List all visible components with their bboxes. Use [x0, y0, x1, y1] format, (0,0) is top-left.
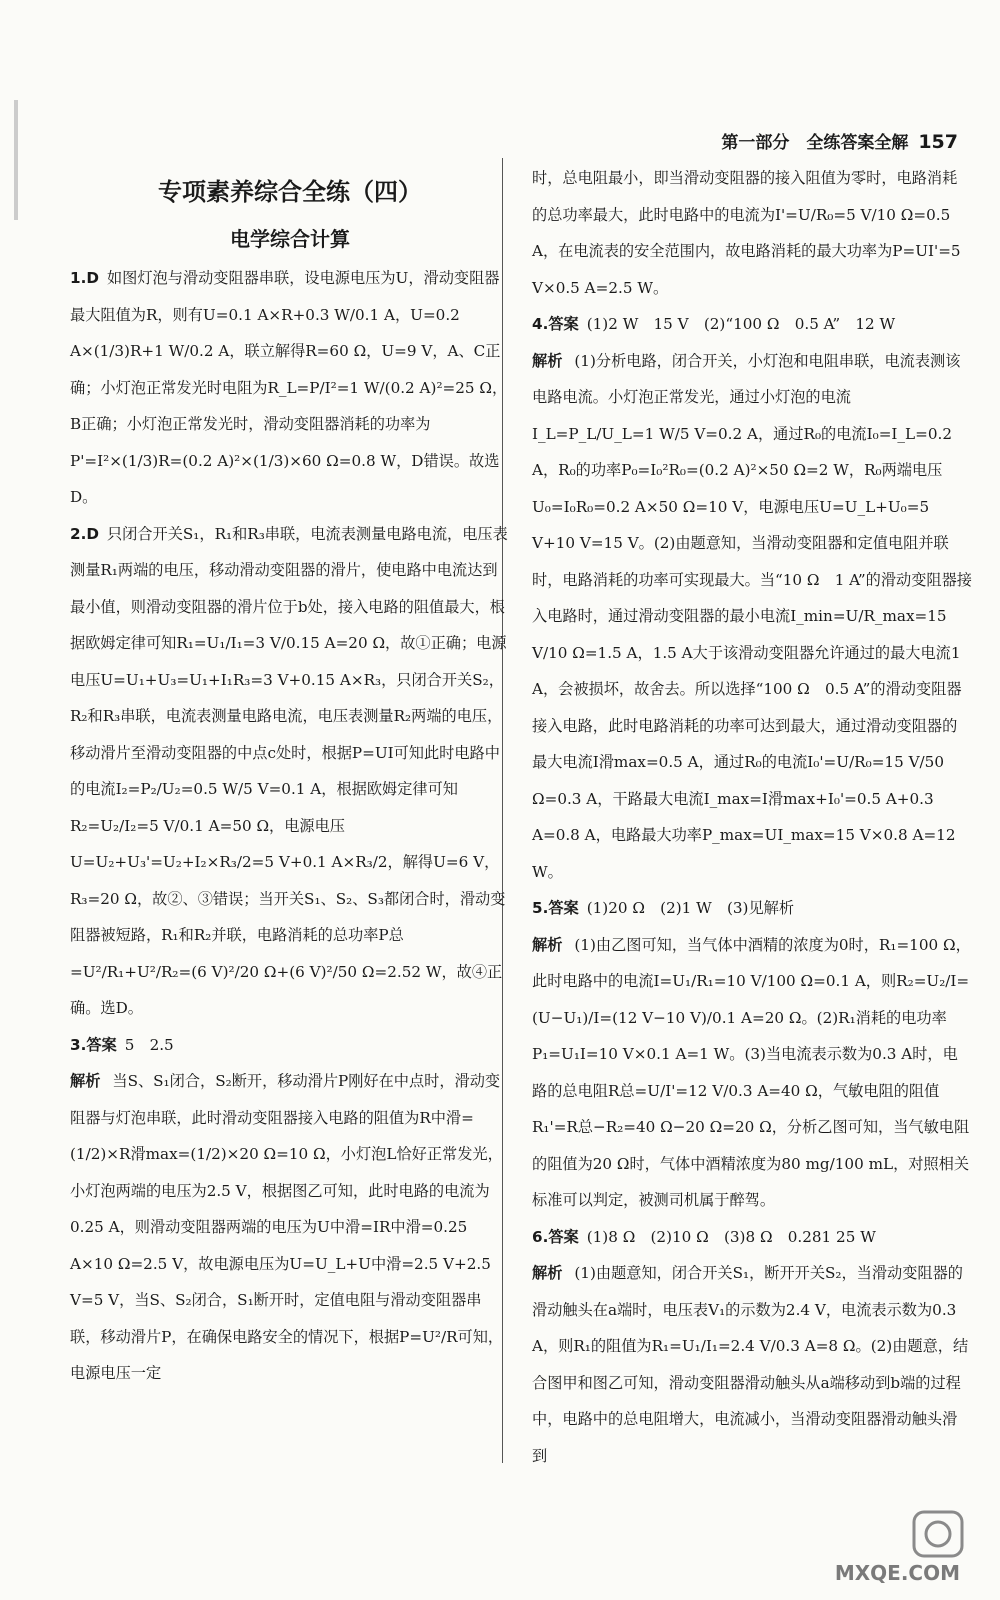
page-title: 专项素养综合全练（四）	[158, 178, 422, 206]
page-edge-mark	[14, 100, 18, 220]
item-text: (1)分析电路，闭合开关，小灯泡和电阻串联，电流表测该电路电流。小灯泡正常发光，通过小灯泡的电流I_L=P_L/U_L=1 W/5 V=0.2 A，通过R₀的电流I₀=I_L=0.2 A，R₀的功率P₀=I₀²R₀=(0.2 A)²×50 Ω=2 W，R₀两端电压U₀=I₀R₀=0.2 A×50 Ω=10 V，电源电压U=U_L+U₀=5 V+10 V=15 V。(2)由题意知，当滑动变阻器和定值电阻并联时，电路消耗的功率可实现最大。当“10 Ω 1 A”的滑动变阻器接入电路时，通过滑动变阻器的最小电流I_min=U/R_max=15 V/10 Ω=1.5 A，1.5 A大于该滑动变阻器允许通过的最大电流1 A，会被损坏，故舍去。所以选择“100 Ω 0.5 A”的滑动变阻器接入电路，此时电路消耗的功率可达到最大，通过滑动变阻器的最大电流I滑max=0.5 A，通过R₀的电流I₀'=U/R₀=15 V/50 Ω=0.3 A，干路最大电流I_max=I滑max+I₀'=0.5 A+0.3 A=0.8 A，电路最大功率P_max=UI_max=15 V×0.8 A=12 W。	[532, 351, 972, 881]
item-text: (1)由题意知，闭合开关S₁，断开开关S₂，当滑动变阻器的滑动触头在a端时，电压表V₁的示数为2.4 V，电流表示数为0.3 A，则R₁的阻值为R₁=U₁/I₁=2.4 V/0.3 A=8 Ω。(2)由题意，结合图甲和图乙可知，滑动变阻器滑动触头从a端移动到b端的过程中，电路中的总电阻增大，电流减小，当滑动变阻器滑动触头滑到	[532, 1264, 969, 1465]
item-text: (1)由乙图可知，当气体中酒精的浓度为0时，R₁=100 Ω，此时电路中的电流I=U₁/R₁=10 V/100 Ω=0.1 A，则R₂=U₂/I=(U−U₁)/I=(12 V−10 V)/0.1 A=20 Ω。(2)R₁消耗的电功率P₁=U₁I=10 V×0.1 A=1 W。(3)当电流表示数为0.3 A时，电路的总电阻R总=U/I'=12 V/0.3 A=40 Ω，气敏电阻的阻值R₁'=R总−R₂=40 Ω−20 Ω=20 Ω，分析乙图可知，当气敏电阻的阻值为20 Ω时，气体中酒精浓度为80 mg/100 mL，对照相关标准可以判定，被测司机属于醉驾。	[532, 935, 971, 1209]
analysis-block	[70, 1063, 510, 1392]
right-column	[532, 160, 972, 1474]
analysis-block	[532, 927, 972, 1219]
item-text: 如图灯泡与滑动变阻器串联，设电源电压为U，滑动变阻器最大阻值为R，则有U=0.1 A×R+0.3 W/0.1 A，U=0.2 A×(1/3)R+1 W/0.2 A，联立解得R=60 Ω，U=9 V，A、C正确；小灯泡正常发光时电阻为R_L=P/I²=1 W/(0.2 A)²=25 Ω，B正确；小灯泡正常发光时，滑动变阻器消耗的功率为P'=I²×(1/3)R=(0.2 A)²×(1/3)×60 Ω=0.8 W，D错误。故选D。	[70, 269, 508, 506]
logo-badge-icon	[914, 1512, 962, 1556]
logo-text: MXQE.COM	[834, 1561, 960, 1585]
item-text: 时，总电阻最小，即当滑动变阻器的接入阻值为零时，电路消耗的总功率最大，此时电路中的电流为I'=U/R₀=5 V/10 Ω=0.5 A，在电流表的安全范围内，故电路消耗的最大功率为P=UI'=5 V×0.5 A=2.5 W。	[532, 169, 961, 297]
item-text: (1)2 W 15 V (2)“100 Ω 0.5 A” 12 W	[586, 315, 896, 333]
item-text: 当S、S₁闭合，S₂断开，移动滑片P刚好在中点时，滑动变阻器与灯泡串联，此时滑动变阻器接入电路的阻值为R中滑=(1/2)×R滑max=(1/2)×20 Ω=10 Ω，小灯泡L恰好正常发光，小灯泡两端的电压为2.5 V，根据图乙可知，此时电路的电流为0.25 A，则滑动变阻器两端的电压为U中滑=IR中滑=0.25 A×10 Ω=2.5 V，故电源电压为U=U_L+U中滑=2.5 V+2.5 V=5 V，当S、S₂闭合，S₁断开时，定值电阻与滑动变阻器串联，移动滑片P，在确保电路安全的情况下，根据P=U²/R可知，电源电压一定	[70, 1072, 504, 1382]
answer-block	[532, 306, 972, 343]
continued-block	[532, 160, 972, 306]
page-number: 157	[918, 131, 958, 153]
item-text: (1)8 Ω (2)10 Ω (3)8 Ω 0.281 25 W	[586, 1227, 876, 1246]
logo-circle-icon	[926, 1522, 950, 1546]
item-text: 只闭合开关S₁，R₁和R₃串联，电流表测量电路电流，电压表测量R₁两端的电压，移动滑动变阻器的滑片，使电路中电流达到最小值，则滑动变阻器的滑片位于b处，接入电路的阻值最大，根据欧姆定律可知R₁=U₁/I₁=3 V/0.15 A=20 Ω，故①正确；电源电压U=U₁+U₃=U₁+I₁R₃=3 V+0.15 A×R₃，只闭合开关S₂，R₂和R₃串联，电流表测量电路电流，电压表测量R₂两端的电压，移动滑片至滑动变阻器的中点c处时，根据P=UI可知此时电路中的电流I₂=P₂/U₂=0.5 W/5 V=0.1 A，根据欧姆定律可知R₂=U₂/I₂=5 V/0.1 A=50 Ω，电源电压U=U₂+U₃'=U₂+I₂×R₃/2=5 V+0.1 A×R₃/2，解得U=6 V，R₃=20 Ω，故②、③错误；当开关S₁、S₂、S₃都闭合时，滑动变阻器被短路，R₁和R₂并联，电路消耗的总功率P总=U²/R₁+U²/R₂=(6 V)²/20 Ω+(6 V)²/50 Ω=2.52 W，故④正确。选D。	[70, 524, 508, 1017]
item-text: 5 2.5	[124, 1035, 174, 1054]
watermark-logo	[810, 1508, 970, 1588]
item-number: 1.D	[70, 269, 99, 287]
answer-block	[532, 890, 972, 927]
item-number: 3.答案	[70, 1035, 117, 1054]
analysis-tag: 解析	[532, 935, 563, 954]
left-column	[70, 160, 510, 1392]
header-section: 第一部分 全练答案全解	[721, 133, 909, 153]
item-number: 4.答案	[532, 315, 579, 333]
answer-block	[532, 1219, 972, 1256]
answer-block	[70, 516, 510, 1027]
item-number: 6.答案	[532, 1227, 579, 1246]
item-number: 5.答案	[532, 899, 579, 917]
item-number: 2.D	[70, 524, 99, 543]
answer-block	[70, 1027, 510, 1064]
analysis-block	[532, 1255, 972, 1474]
analysis-tag: 解析	[70, 1072, 101, 1090]
page-subtitle: 电学综合计算	[230, 227, 350, 251]
analysis-tag: 解析	[532, 1264, 563, 1282]
analysis-block	[532, 343, 972, 891]
item-text: (1)20 Ω (2)1 W (3)见解析	[586, 899, 795, 917]
page-header	[721, 128, 958, 153]
answer-block	[70, 260, 510, 516]
analysis-tag: 解析	[532, 351, 563, 370]
